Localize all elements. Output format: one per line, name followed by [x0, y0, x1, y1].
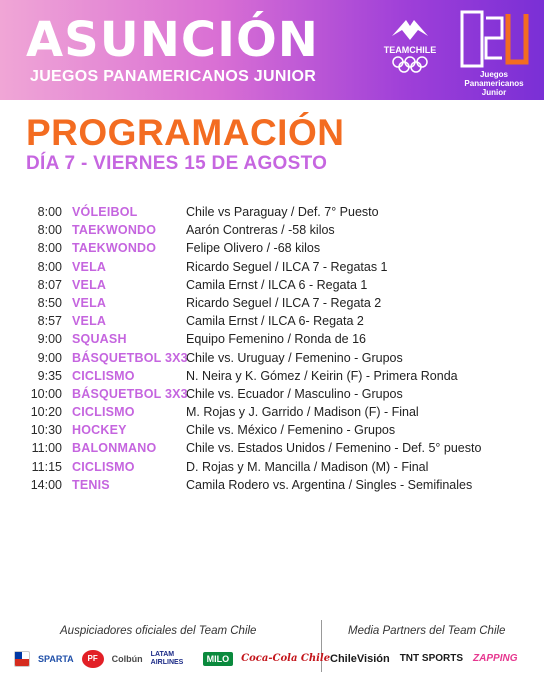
sponsor-pf: PF: [82, 650, 104, 668]
schedule-row: [24, 458, 534, 476]
schedule-event: N. Neira y K. Gómez / Keirin (F) - Primera Ronda: [186, 368, 458, 383]
schedule-sport: BALONMANO: [72, 441, 157, 456]
page-title: PROGRAMACIÓN: [26, 112, 345, 153]
schedule-time: 10:30: [30, 423, 62, 438]
schedule-event: D. Rojas y M. Mancilla / Madison (M) - Final: [186, 459, 429, 474]
schedule-row: [24, 203, 534, 221]
team-chile-label: TEAMCHILE: [383, 45, 437, 55]
schedule-sport: HOCKEY: [72, 423, 127, 438]
sponsor-colbun: Colbún: [111, 654, 143, 664]
schedule-time: 14:00: [30, 477, 62, 492]
partner-zapping: ZAPPING: [473, 653, 518, 664]
schedule-row: [24, 330, 534, 348]
schedule-event: Camila Ernst / ILCA 6- Regata 2: [186, 314, 364, 329]
schedule-event: Ricardo Seguel / ILCA 7 - Regatas 1: [186, 259, 388, 274]
sponsor-coca-cola: Coca-Cola Chile: [241, 653, 331, 664]
sponsor-latam: LATAM AIRLINES: [150, 651, 184, 666]
partners-title: Media Partners del Team Chile: [348, 625, 506, 637]
schedule-event: Felipe Olivero / -68 kilos: [186, 241, 321, 256]
schedule-time: 8:00: [37, 205, 62, 219]
winged-figure-icon: [388, 14, 432, 44]
schedule-time: 8:07: [37, 277, 62, 292]
games-emblem-label-1: Juegos Panamericanos: [464, 70, 524, 88]
schedule-row: [24, 312, 534, 330]
schedule-event: Chile vs. Ecuador / Masculino - Grupos: [186, 386, 403, 401]
sponsor-milo: MILO: [203, 652, 234, 666]
schedule-time: 10:00: [30, 386, 62, 401]
schedule-event: Equipo Femenino / Ronda de 16: [186, 332, 366, 347]
partner-logos: [330, 648, 518, 670]
schedule-sport: TAEKWONDO: [72, 241, 157, 256]
sponsor-sparta: SPARTA: [38, 654, 74, 664]
schedule-event: Aarón Contreras / -58 kilos: [186, 223, 335, 238]
schedule-time: 10:20: [30, 405, 62, 420]
schedule-sport: VELA: [72, 259, 107, 274]
schedule-time: 8:57: [37, 314, 62, 329]
brand-subtitle: JUEGOS PANAMERICANOS JUNIOR: [30, 68, 317, 85]
schedule-time: 9:00: [37, 332, 62, 347]
schedule-time: 11:00: [31, 441, 62, 456]
schedule-sport: VELA: [72, 295, 107, 310]
schedule-sport: BÁSQUETBOL 3X3: [72, 386, 188, 401]
schedule-event: Camila Ernst / ILCA 6 - Regata 1: [186, 277, 368, 292]
schedule-row: [24, 221, 534, 239]
team-chile-logo: [378, 14, 442, 86]
schedule-time: 9:00: [37, 350, 62, 365]
schedule-event: Chile vs. México / Femenino - Grupos: [186, 423, 396, 438]
schedule-row: [24, 294, 534, 312]
chile-flag-icon: [14, 651, 30, 667]
schedule-time: 11:15: [31, 459, 62, 474]
olympic-rings-icon: [390, 56, 430, 74]
schedule-sport: VÓLEIBOL: [72, 205, 138, 219]
schedule-row: [24, 421, 534, 439]
page-subtitle: DÍA 7 - VIERNES 15 DE AGOSTO: [26, 153, 328, 174]
sponsor-logos: [14, 648, 330, 670]
schedule-row: [24, 385, 534, 403]
schedule-row: [24, 349, 534, 367]
schedule-time: 8:00: [37, 241, 62, 256]
partner-chilevision: ChileVisión: [330, 653, 390, 665]
schedule-time: 8:00: [37, 223, 62, 238]
schedule-sport: CICLISMO: [72, 405, 135, 420]
schedule-row: [24, 276, 534, 294]
schedule-event: Ricardo Seguel / ILCA 7 - Regata 2: [186, 295, 382, 310]
schedule-event: Chile vs. Uruguay / Femenino - Grupos: [186, 350, 403, 365]
schedule-row: [24, 258, 534, 276]
schedule-sport: TAEKWONDO: [72, 223, 157, 238]
schedule-sport: CICLISMO: [72, 459, 135, 474]
schedule-event: Camila Rodero vs. Argentina / Singles - Semifinales: [186, 477, 473, 492]
schedule-time: 8:00: [37, 259, 62, 274]
schedule-row: [24, 403, 534, 421]
schedule-row: [24, 239, 534, 257]
schedule-sport: BÁSQUETBOL 3X3: [72, 350, 188, 365]
schedule-event: M. Rojas y J. Garrido / Madison (F) - Final: [186, 405, 419, 420]
schedule-sport: VELA: [72, 314, 107, 329]
games-emblem-logo: [452, 8, 536, 97]
schedule-sport: VELA: [72, 277, 107, 292]
schedule-row: [24, 476, 534, 494]
partner-tnt-sports: TNT SPORTS: [399, 653, 464, 664]
header-banner: [0, 0, 544, 100]
schedule-sport: SQUASH: [72, 332, 127, 347]
schedule-event: Chile vs Paraguay / Def. 7° Puesto: [186, 205, 379, 219]
schedule-time: 9:35: [37, 368, 62, 383]
schedule-event: Chile vs. Estados Unidos / Femenino - Def. 5° puesto: [186, 441, 482, 456]
schedule-time: 8:50: [37, 295, 62, 310]
schedule-row: [24, 367, 534, 385]
brand-logo-text: ASUNCIÓN: [26, 12, 319, 68]
schedule-row: [24, 439, 534, 457]
games-emblem-label-2: Junior: [481, 88, 507, 97]
schedule-sport: TENIS: [72, 477, 110, 492]
schedule-sport: CICLISMO: [72, 368, 135, 383]
asu-emblem-icon: [458, 8, 530, 70]
sponsors-title: Auspiciadores oficiales del Team Chile: [60, 625, 257, 637]
schedule-list: [24, 203, 534, 494]
